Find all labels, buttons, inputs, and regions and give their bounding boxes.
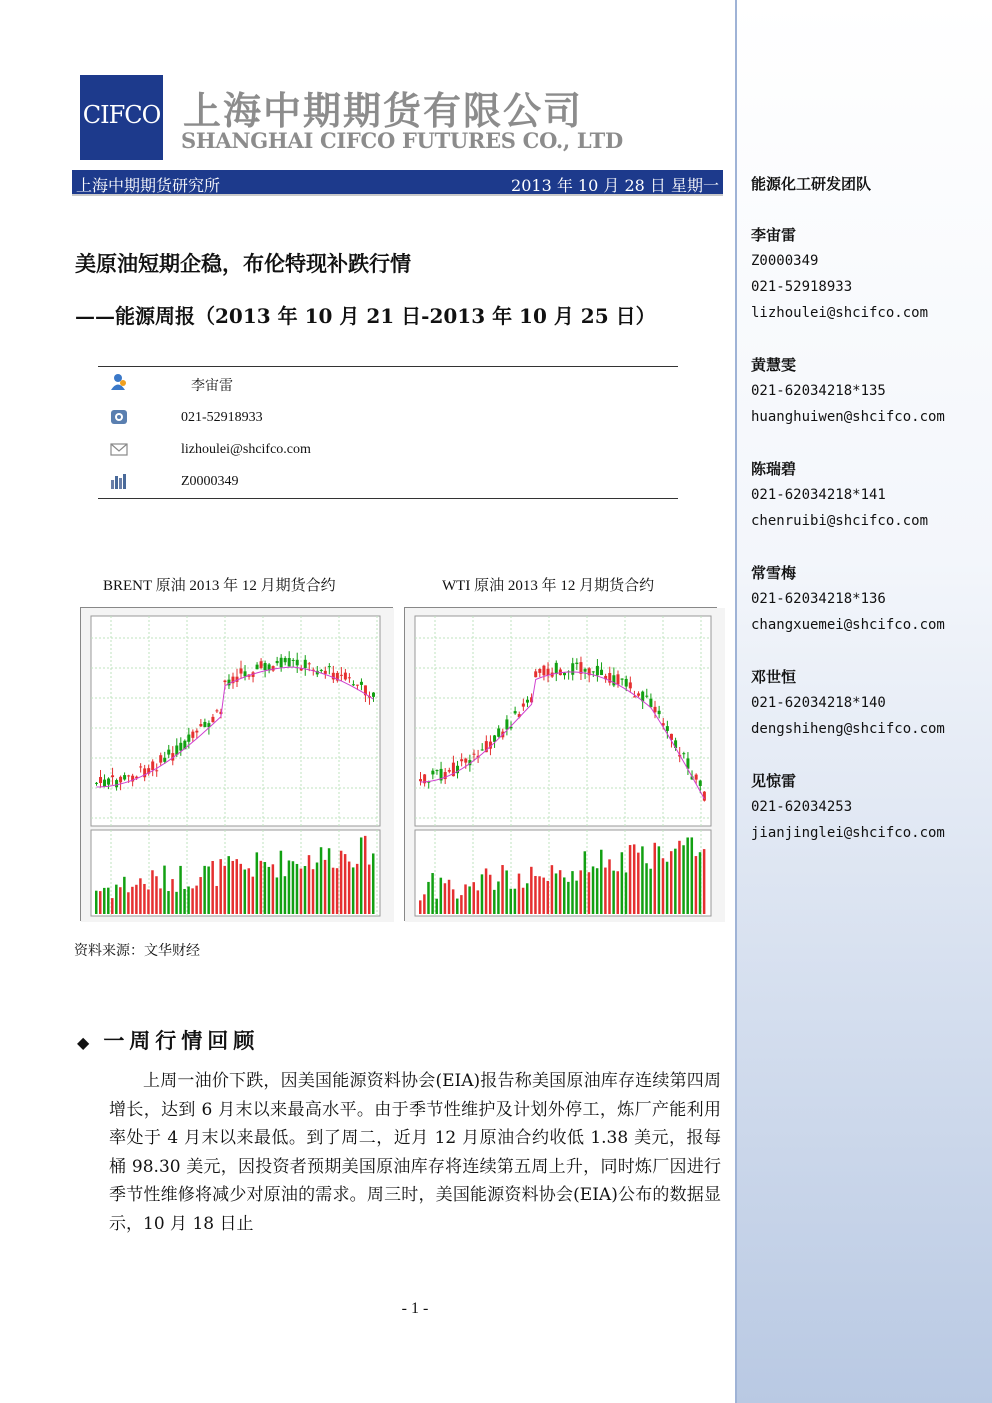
volume-bar <box>195 886 198 914</box>
volume-bar <box>518 874 521 914</box>
volume-bar <box>316 863 319 914</box>
volume-bar <box>641 846 644 914</box>
volume-bar <box>244 870 247 914</box>
volume-bar <box>364 836 367 914</box>
candle-body <box>139 766 142 767</box>
candle-body <box>256 665 259 670</box>
volume-bar <box>123 877 126 914</box>
volume-bar <box>115 885 118 914</box>
candle-body <box>344 673 347 680</box>
wti-futures-chart <box>404 607 717 921</box>
contact-entry <box>751 352 945 430</box>
volume-bar <box>666 862 669 914</box>
contact-detail: huanghuiwen@shcifco.com <box>751 409 945 425</box>
volume-bar <box>292 861 295 914</box>
candle-body <box>625 679 628 687</box>
candle-body <box>215 710 218 711</box>
author-license-row <box>98 470 678 494</box>
candle-body <box>571 663 574 674</box>
volume-bar <box>472 882 475 914</box>
brent-chart-caption: BRENT 原油 2013 年 12 月期货合约 <box>103 578 336 594</box>
contact-entry <box>751 560 945 638</box>
volume-bar <box>547 881 550 914</box>
volume-bar <box>95 891 98 914</box>
volume-bar <box>489 875 492 914</box>
volume-bar <box>223 866 226 914</box>
candle-body <box>649 699 652 707</box>
volume-bar <box>514 889 517 914</box>
header-bar <box>72 170 723 196</box>
volume-bar <box>296 864 299 914</box>
volume-bar <box>452 889 455 914</box>
candle-body <box>123 775 126 779</box>
candle-body <box>534 671 537 677</box>
volume-bar <box>530 867 533 914</box>
volume-bar <box>236 859 239 914</box>
candle-body <box>658 711 661 714</box>
candle-body <box>435 770 438 771</box>
volume-bar <box>191 888 194 914</box>
volume-bar <box>352 867 355 914</box>
volume-bar <box>686 837 689 914</box>
candle-body <box>111 775 114 777</box>
contact-detail: chenruibi@shcifco.com <box>751 513 929 529</box>
volume-bar <box>175 892 178 914</box>
candle-body <box>288 658 291 666</box>
contact-name: 常雪梅 <box>751 564 797 582</box>
volume-bar <box>477 890 480 914</box>
volume-bar <box>658 846 661 914</box>
volume-bar <box>312 869 315 914</box>
volume-bar <box>308 855 311 914</box>
volume-bar <box>510 889 513 914</box>
volume-bar <box>456 899 459 914</box>
volume-bar <box>231 861 234 914</box>
volume-bar <box>227 856 230 914</box>
candle-body <box>600 670 603 675</box>
candle-body <box>612 675 615 685</box>
contact-detail: changxuemei@shcifco.com <box>751 617 945 633</box>
person-icon <box>110 373 128 391</box>
volume-bar <box>571 871 574 914</box>
candle-body <box>526 700 529 703</box>
volume-bar <box>448 880 451 914</box>
candle-body <box>481 749 484 750</box>
report-subtitle: ——能源周报（2013 年 10 月 21 日-2013 年 10 月 25 日） <box>75 304 656 328</box>
volume-bar <box>107 888 110 914</box>
volume-bar <box>588 872 591 914</box>
candle-body <box>191 732 194 738</box>
volume-bar <box>151 870 154 914</box>
volume-bar <box>324 860 327 914</box>
candle-body <box>155 770 158 771</box>
volume-bar <box>468 886 471 914</box>
volume-bar <box>584 851 587 914</box>
volume-bar <box>621 852 624 914</box>
author-name-row <box>98 371 678 395</box>
company-logo <box>80 75 163 160</box>
contact-detail: 021-62034218*141 <box>751 487 886 503</box>
volume-bar <box>699 852 702 914</box>
volume-bar <box>147 889 150 914</box>
candle-body <box>542 666 545 676</box>
volume-bar <box>645 863 648 914</box>
volume-bar <box>604 868 607 914</box>
volume-bar <box>332 868 335 914</box>
candle-body <box>555 663 558 674</box>
volume-bar <box>328 848 331 914</box>
candle-body <box>199 724 202 726</box>
author-email: lizhoulei@shcifco.com <box>181 442 311 457</box>
volume-bar <box>493 890 496 914</box>
candle-body <box>472 754 475 755</box>
candle-body <box>372 693 375 697</box>
candle-body <box>563 673 566 675</box>
candle-body <box>159 755 162 762</box>
volume-bar <box>612 871 615 914</box>
contact-entry <box>751 222 928 326</box>
volume-bar <box>215 886 218 914</box>
candle-body <box>99 777 102 783</box>
candle-body <box>328 666 331 667</box>
volume-bar <box>501 865 504 914</box>
volume-bar <box>534 876 537 914</box>
contact-detail: dengshiheng@shcifco.com <box>751 721 945 737</box>
wti-chart-caption: WTI 原油 2013 年 12 月期货合约 <box>442 578 655 594</box>
diamond-bullet-icon: ◆ <box>77 1033 90 1052</box>
volume-bar <box>143 884 146 914</box>
candle-body <box>360 682 363 685</box>
candle-body <box>419 779 422 781</box>
candle-body <box>695 775 698 780</box>
candle-body <box>211 717 214 722</box>
candle-body <box>304 660 307 668</box>
wti-chart-graphic <box>405 608 725 922</box>
candle-body <box>584 669 587 671</box>
volume-bar <box>167 891 170 914</box>
volume-bar <box>103 888 106 914</box>
brent-futures-chart <box>80 607 393 921</box>
volume-bar <box>563 877 566 914</box>
volume-bar <box>654 843 657 914</box>
volume-bar <box>356 864 359 914</box>
candle-body <box>621 679 624 680</box>
volume-bar <box>440 878 443 914</box>
candle-body <box>223 681 226 682</box>
contact-detail: 021-52918933 <box>751 279 853 295</box>
candle-body <box>575 663 578 664</box>
volume-bar <box>272 864 275 914</box>
volume-bar <box>288 860 291 914</box>
contact-entry <box>751 456 928 534</box>
contact-detail: Z0000349 <box>751 253 819 269</box>
volume-bar <box>691 837 694 914</box>
candle-body <box>464 759 467 763</box>
paragraph: 上周一油价下跌，因美国能源资料协会(EIA)报告称美国原油库存连续第四周增长，达到 6 月末以来最高水平。由于季节性维护及计划外停工，炼厂产能利用率处于 4 月末以来最低。到了周二，近月 12 月原油合约收低 1.38 美元，报每桶 98.30 美元，因投资者预期美国原油库存将连续第五周上升，同时炼厂因进行季节性维修将减少对原油的需求。周三时，美国能源资料协会(EIA)公布的数据显示，10 月 18 日止 <box>109 1071 721 1234</box>
candle-body <box>616 674 619 684</box>
volume-bar <box>360 837 363 914</box>
volume-bar <box>678 841 681 914</box>
candle-body <box>179 743 182 751</box>
volume-bar <box>127 892 130 914</box>
candle-body <box>666 726 669 731</box>
volume-bar <box>423 894 426 914</box>
candle-body <box>187 735 190 742</box>
volume-bar <box>276 877 279 914</box>
volume-bar <box>670 851 673 914</box>
candle-body <box>115 780 118 787</box>
volume-bar <box>555 873 558 914</box>
candle-body <box>151 761 154 770</box>
volume-bar <box>203 866 206 914</box>
volume-bar <box>252 877 255 914</box>
volume-bar <box>219 859 222 914</box>
volume-bar <box>163 866 166 914</box>
volume-bar <box>139 878 142 914</box>
volume-bar <box>444 883 447 914</box>
candle-body <box>167 750 170 755</box>
contact-detail: lizhoulei@shcifco.com <box>751 305 929 321</box>
contact-detail: 021-62034253 <box>751 799 853 815</box>
candle-body <box>203 722 206 727</box>
candle-body <box>320 670 323 671</box>
contact-entry <box>751 664 945 742</box>
candle-body <box>538 669 541 673</box>
candle-body <box>244 671 247 676</box>
contact-detail: jianjinglei@shcifco.com <box>751 825 945 841</box>
volume-bar <box>579 870 582 914</box>
volume-bar <box>674 849 677 914</box>
volume-bar <box>505 870 508 914</box>
volume-bar <box>199 877 202 914</box>
candle-body <box>264 663 267 670</box>
candle-body <box>514 711 517 713</box>
volume-bar <box>633 844 636 914</box>
volume-bar <box>637 853 640 914</box>
candle-body <box>431 771 434 775</box>
candle-body <box>633 696 636 697</box>
volume-bar <box>248 868 251 914</box>
candle-body <box>682 753 685 754</box>
candle-body <box>195 731 198 733</box>
candle-body <box>592 671 595 672</box>
volume-bar <box>526 883 529 914</box>
volume-bar <box>211 861 214 914</box>
contact-name: 李宙雷 <box>751 226 797 244</box>
volume-bar <box>695 856 698 914</box>
volume-bar <box>336 868 339 914</box>
volume-bar <box>340 851 343 914</box>
volume-bar <box>435 899 438 914</box>
volume-bar <box>522 888 525 914</box>
candle-body <box>284 658 287 662</box>
volume-bar <box>460 895 463 914</box>
volume-bar <box>99 891 102 914</box>
contact-detail: 021-62034218*135 <box>751 383 886 399</box>
volume-bar <box>155 876 158 914</box>
volume-bar <box>682 845 685 914</box>
volume-bar <box>260 861 263 914</box>
candle-body <box>596 666 599 675</box>
data-source: 资料来源：文华财经 <box>74 943 200 959</box>
volume-bar <box>629 845 632 914</box>
company-name-cn: 上海中期期货有限公司 <box>183 89 584 133</box>
volume-bar <box>179 866 182 914</box>
volume-bar <box>119 887 122 914</box>
candle-body <box>448 770 451 772</box>
volume-bar <box>592 866 595 914</box>
candle-body <box>356 685 359 686</box>
author-license: Z0000349 <box>181 474 239 489</box>
volume-bar <box>268 867 271 914</box>
volume-bar <box>662 858 665 914</box>
report-date: 2013 年 10 月 28 日 星期一 <box>511 176 719 195</box>
candle-body <box>240 668 243 673</box>
candle-body <box>308 663 311 664</box>
volume-bar <box>625 872 628 914</box>
volume-bar <box>187 886 190 914</box>
volume-bar <box>542 878 545 914</box>
price-panel <box>91 616 380 826</box>
body-text <box>109 1067 721 1238</box>
candle-body <box>522 704 525 707</box>
author-name: 李宙雷 <box>191 378 233 394</box>
contact-name: 黄慧雯 <box>751 356 797 374</box>
volume-bar <box>575 881 578 914</box>
volume-bar <box>464 884 467 914</box>
volume-bar <box>159 888 162 914</box>
volume-bar <box>596 868 599 914</box>
page-number: - 1 - <box>401 1300 429 1317</box>
volume-bar <box>280 851 283 914</box>
volume-bar <box>649 869 652 914</box>
author-info <box>98 366 678 499</box>
candle-body <box>163 758 166 762</box>
candle-body <box>95 783 98 784</box>
volume-bar <box>171 879 174 914</box>
volume-bar <box>264 862 267 914</box>
candle-body <box>352 684 355 685</box>
candle-body <box>107 779 110 785</box>
mail-icon <box>110 440 128 458</box>
volume-bar <box>344 854 347 914</box>
volume-bar <box>497 881 500 914</box>
candle-body <box>505 719 508 729</box>
volume-bar <box>240 864 243 914</box>
candle-body <box>276 661 279 663</box>
volume-bar <box>703 849 706 914</box>
candle-body <box>629 682 632 688</box>
volume-bar <box>207 866 210 914</box>
bar-chart-icon <box>110 472 128 490</box>
contact-entry <box>751 768 945 846</box>
contact-name: 邓世恒 <box>751 668 797 686</box>
team-title: 能源化工研发团队 <box>751 175 872 193</box>
candle-body <box>280 658 283 668</box>
candle-body <box>296 660 299 666</box>
candle-body <box>699 781 702 786</box>
volume-bar <box>567 882 570 914</box>
phone-icon <box>110 408 128 426</box>
contact-name: 见惊雷 <box>751 772 797 790</box>
volume-bar <box>481 874 484 914</box>
author-phone-row <box>98 406 678 430</box>
candle-body <box>103 780 106 787</box>
volume-bar <box>256 852 258 914</box>
logo-box-text: CIFCO <box>82 101 161 129</box>
candle-body <box>292 660 295 661</box>
candle-body <box>127 775 130 776</box>
volume-bar <box>551 865 554 914</box>
candle-body <box>119 777 122 782</box>
candle-body <box>497 728 500 736</box>
institute-name: 上海中期期货研究所 <box>76 176 221 195</box>
company-name-en: SHANGHAI CIFCO FUTURES CO., LTD <box>181 128 623 153</box>
contact-name: 陈瑞碧 <box>751 460 797 478</box>
volume-bar <box>111 898 114 914</box>
volume-bar <box>427 882 430 914</box>
candle-body <box>340 675 343 676</box>
volume-bar <box>600 850 603 914</box>
volume-bar <box>419 900 422 914</box>
volume-bar <box>304 866 307 914</box>
brent-chart-graphic <box>81 608 394 922</box>
volume-bar <box>538 876 541 914</box>
volume-bar <box>300 869 303 914</box>
volume-bar <box>485 868 488 914</box>
section-heading <box>77 1025 259 1055</box>
volume-bar <box>368 865 371 914</box>
candle-body <box>460 759 463 761</box>
team-sidebar <box>735 0 992 1403</box>
volume-bar <box>372 853 375 914</box>
volume-bar <box>616 871 619 914</box>
report-title: 美原油短期企稳，布伦特现补跌行情 <box>75 251 411 276</box>
volume-bar <box>131 887 134 914</box>
volume-bar <box>183 889 186 914</box>
candle-body <box>637 693 640 695</box>
candle-body <box>654 707 657 712</box>
author-phone: 021-52918933 <box>181 410 263 425</box>
volume-bar <box>348 862 351 914</box>
candle-body <box>348 677 351 678</box>
candle-body <box>324 671 327 674</box>
candle-body <box>272 666 275 671</box>
price-panel <box>415 616 711 826</box>
volume-bar <box>431 873 434 914</box>
contact-detail: 021-62034218*140 <box>751 695 886 711</box>
candle-body <box>645 696 648 697</box>
volume-bar <box>284 876 287 914</box>
contact-detail: 021-62034218*136 <box>751 591 886 607</box>
section-title: 一周行情回顾 <box>103 1028 260 1053</box>
volume-bar <box>608 859 611 914</box>
candle-body <box>260 661 263 668</box>
volume-bar <box>320 847 323 914</box>
volume-bar <box>559 870 562 914</box>
volume-bar <box>135 885 138 914</box>
author-email-row <box>98 438 678 462</box>
